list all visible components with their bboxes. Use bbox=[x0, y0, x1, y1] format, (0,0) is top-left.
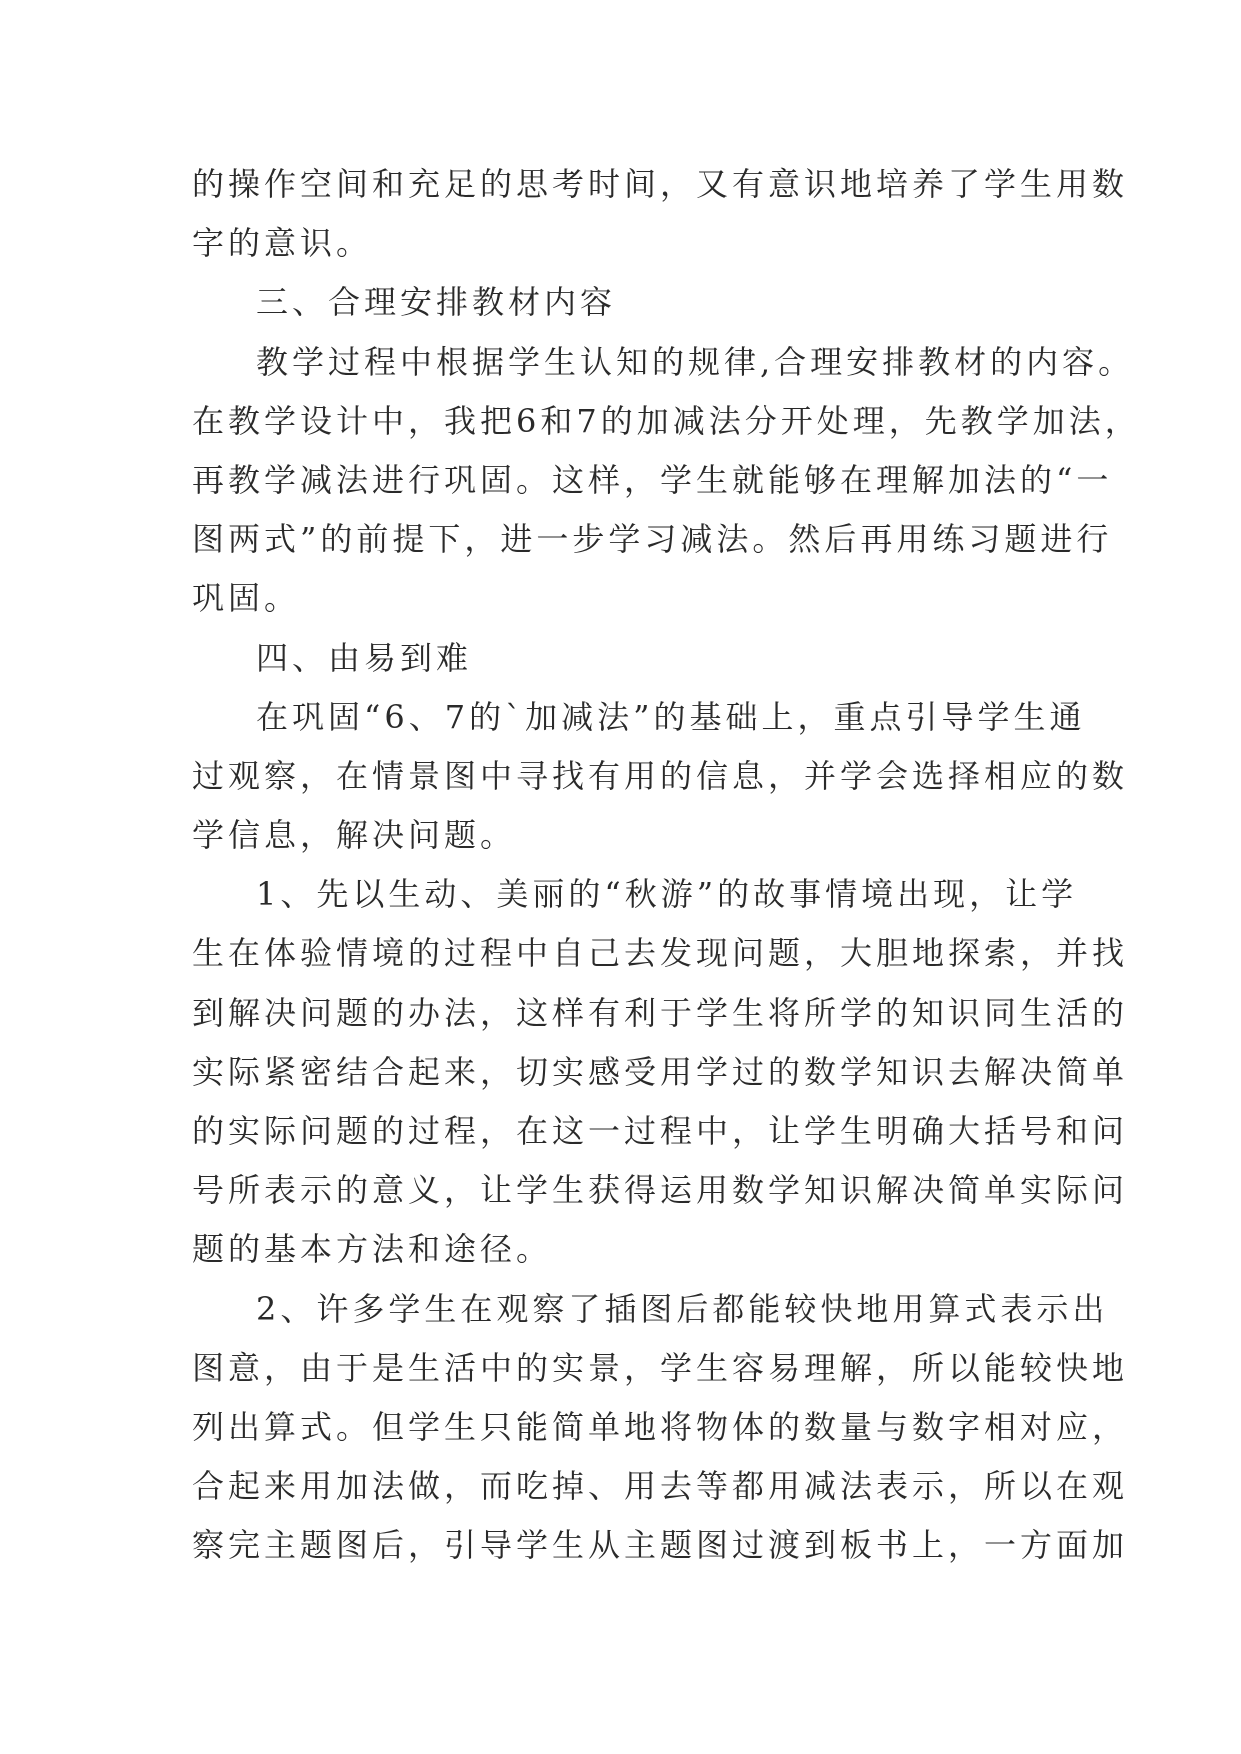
text-line: 图意，由于是生活中的实景，学生容易理解，所以能较快地 bbox=[192, 1348, 1129, 1387]
text-line: 过观察，在情景图中寻找有用的信息，并学会选择相应的数 bbox=[192, 756, 1129, 795]
text-line: 的实际问题的过程，在这一过程中，让学生明确大括号和问 bbox=[192, 1112, 1129, 1150]
text-line: 巩固。 bbox=[192, 579, 301, 618]
text-line: 再教学减法进行巩固。这样，学生就能够在理解加法的“一 bbox=[192, 460, 1113, 499]
text-line: 察完主题图后，引导学生从主题图过渡到板书上，一方面加 bbox=[192, 1526, 1129, 1565]
text-line: 到解决问题的办法，这样有利于学生将所学的知识同生活的 bbox=[192, 993, 1129, 1032]
text-line: 在巩固“6、7的`加减法”的基础上，重点引导学生通 bbox=[256, 697, 1086, 736]
text-line: 号所表示的意义，让学生获得运用数学知识解决简单实际问 bbox=[192, 1171, 1129, 1210]
text-line: 题的基本方法和途径。 bbox=[192, 1230, 553, 1269]
text-line: 四、由易到难 bbox=[256, 638, 473, 677]
body-text bbox=[192, 155, 1141, 1576]
text-line: 字的意识。 bbox=[192, 224, 373, 263]
text-line: 列出算式。但学生只能简单地将物体的数量与数字相对应， bbox=[192, 1407, 1129, 1446]
text-line: 图两式”的前提下，进一步学习减法。然后再用练习题进行 bbox=[192, 520, 1113, 559]
text-line: 学信息，解决问题。 bbox=[192, 816, 517, 855]
text-line: 合起来用加法做，而吃掉、用去等都用减法表示，所以在观 bbox=[192, 1467, 1129, 1506]
text-line: 2、许多学生在观察了插图后都能较快地用算式表示出 bbox=[256, 1289, 1109, 1328]
text-line: 三、合理安排教材内容 bbox=[256, 283, 617, 322]
text-line: 1、先以生动、美丽的“秋游”的故事情境出现，让学 bbox=[256, 875, 1078, 914]
text-line: 教学过程中根据学生认知的规律,合理安排教材的内容。 bbox=[256, 342, 1135, 381]
text-line: 实际紧密结合起来，切实感受用学过的数学知识去解决简单 bbox=[192, 1052, 1129, 1091]
text-line: 在教学设计中，我把6和7的加减法分开处理，先教学加法， bbox=[192, 401, 1141, 440]
text-line: 生在体验情境的过程中自己去发现问题，大胆地探索，并找 bbox=[192, 934, 1129, 973]
text-line: 的操作空间和充足的思考时间，又有意识地培养了学生用数 bbox=[192, 165, 1129, 203]
